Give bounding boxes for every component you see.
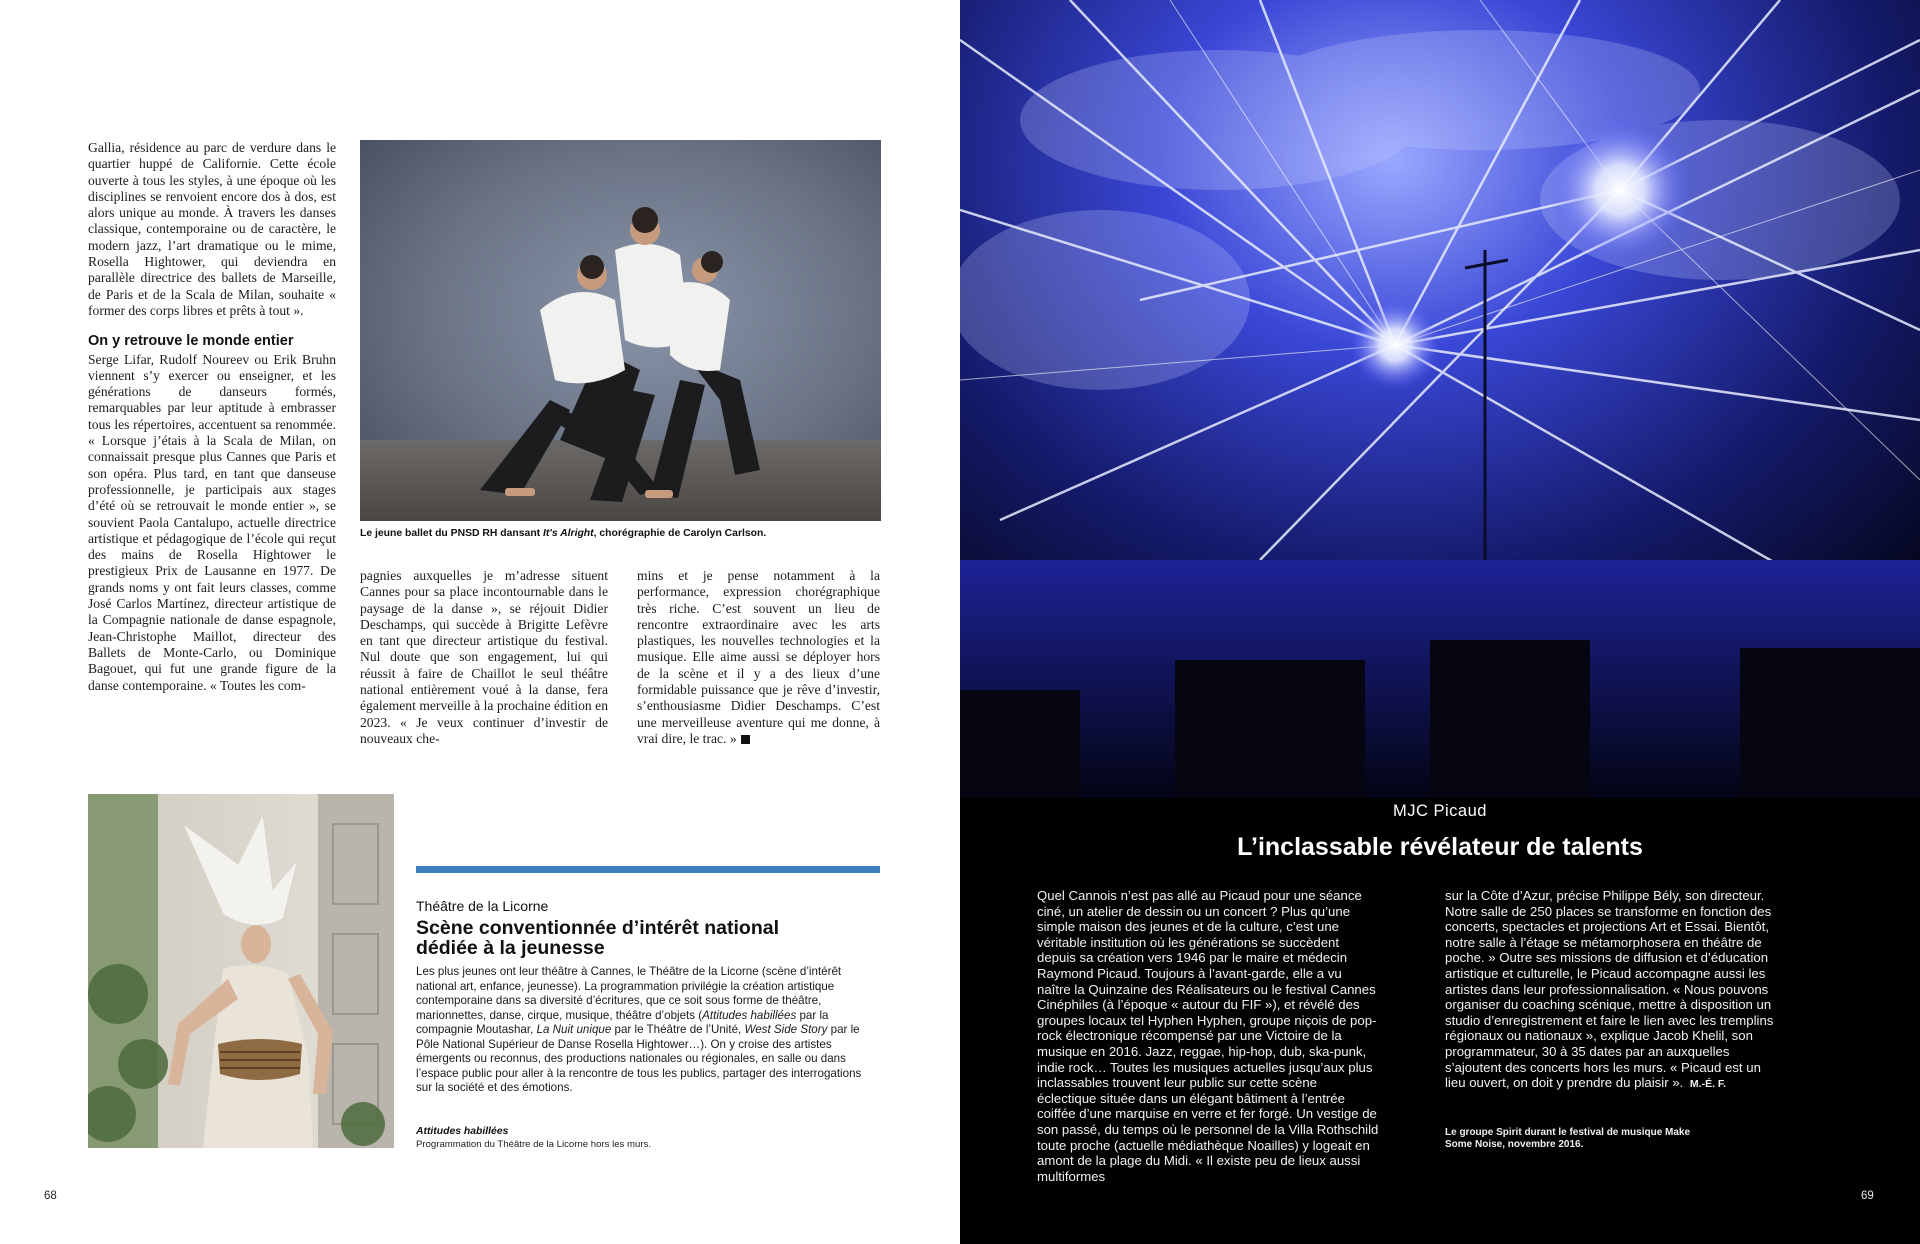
article-paragraph: mins et je pense notamment à la performance, expression chorégraphique très riche. C’est souvent un lieu de rencontre extraordinaire avec les arts plastiques, les nouvelles technologies et la musique. Elle aime aussi se déployer hors de la scène et il y a des lieux d’une formidable puissance que je rêve d’investir, s’enthousiasme Didier Deschamps. C’est une merveilleuse aventure qui me donne, à vrai dire, le trac. » xyxy=(637,568,880,746)
dance-photo-image xyxy=(360,140,881,521)
mjc-paragraph: Quel Cannois n’est pas allé au Picaud pour une séance ciné, un atelier de dessin ou un concert ? Plus qu’une simple maison des jeunes et de la culture, c’est une véritable institution où les générations se succèdent depuis sa création vers 1946 par le maire et médecin Raymond Picaud. Toujours à l’avant-garde, elle a vu naître la Quinzaine des Réalisateurs ou le festival Cannes Cinéphiles (à l’époque « autour du FIF »), et révélé des groupes locaux tel Hyphen Hyphen, groupe niçois de pop-rock électronique récompensé par une Victoire de la musique en 2016. Jazz, reggae, hip-hop, dub, ska-punk, indie rock… Toutes les musiques actuelles jusqu’aux plus inclassables trouvent leur public sur cette scène éclectique située dans un élégant bâtiment à l’entrée coiffée d’une marquise en verre et fer forgé. Un vestige de son passé, du temps où le personnel de la Villa Rothschild toute proche (actuelle médiathèque Noailles) y logeait en amont de la plage du Midi. « Il existe peu de lieux aussi multiformes xyxy=(1037,888,1379,1184)
licorne-kicker: Théâtre de la Licorne xyxy=(416,898,549,914)
concert-photo-caption: Le groupe Spirit durant le festival de musique Make Some Noise, novembre 2016. xyxy=(1445,1127,1691,1150)
mjc-column-2 xyxy=(1445,888,1785,1093)
licorne-photo-image xyxy=(88,794,394,1148)
dance-photo-caption: Le jeune ballet du PNSD RH dansant It's Alright, chorégraphie de Carolyn Carlson. xyxy=(360,528,767,539)
mjc-signature: M.-É. F. xyxy=(1689,1078,1727,1091)
article-column-1 xyxy=(88,140,336,694)
article-column-2 xyxy=(360,568,608,747)
concert-photo xyxy=(960,0,1920,798)
mjc-title: L’inclassable révélateur de talents xyxy=(1237,833,1643,861)
page-number-right: 69 xyxy=(1861,1190,1874,1202)
end-of-article-mark xyxy=(741,735,750,744)
licorne-body: Les plus jeunes ont leur théâtre à Cannes, le Théâtre de la Licorne (scène d’intérêt national art, enfance, jeunesse). La programmation privilégie la création artistique contemporaine dans sa diversité d’écritures, que ce soit sous forme de théâtre, marionnettes, danse, cirque, musique, théâtre d’objets (Attitudes habillées par la compagnie Moutashar, La Nuit unique par le Théâtre de l’Unité, West Side Story par le Pôle National Supérieur de Danse Rosella Hightower…). On y croise des artistes émergents ou reconnus, des productions nationales ou régionales, en salle ou dans l’espace public pour aller à la rencontre de tous les publics, partager des interrogations sur la société et des émotions. xyxy=(416,965,862,1094)
mjc-paragraph: sur la Côte d’Azur, précise Philippe Bély, son directeur. Notre salle de 250 places se transforme en fonction des concerts, spectacles et projections Art et Essai. Bientôt, notre salle à l’étage se métamorphosera en théâtre de poche. » Outre ses missions de diffusion et d’éducation artistique et culturelle, le Picaud accompagne aussi les artistes dans leur professionnalisation. « Nous pouvons organiser du coaching scénique, mettre à disposition un studio d’enregistrement et faire le lien avec les tremplins régionaux ou nationaux », explique Jacob Khelil, son programmateur, 30 à 35 dates par an auxquelles s’ajoutent des concerts hors les murs. « Picaud est un lieu ouvert, on doit y prendre du plaisir ». xyxy=(1445,888,1774,1091)
article-paragraph: Serge Lifar, Rudolf Noureev ou Erik Bruhn viennent s’y exercer ou enseigner, et les générations de danseurs formés, remarquables par leur aptitude à embrasser tous les répertoires, accentuent sa renommée. « Lorsque j’étais à la Scala de Milan, on connaissait presque plus Cannes que Paris et son opéra. Plus tard, en tant que danseuse professionnelle, je participais aux stages d’été où se retrouvait le monde entier », se souvient Paola Cantalupo, actuelle directrice artistique et pédagogique de l’école qui reçut des mains de Rosella Hightower le prestigieux Prix de Lausanne en 1977. De grands noms y ont fait leurs classes, comme José Carlos Martínez, directeur artistique de la Compagnie nationale de danse espagnole, Jean-Christophe Maillot, directeur des Ballets de Monte-Carlo, ou Dominique Bagouet, qui fut une grande figure de la danse contemporaine. « Toutes les com- xyxy=(88,351,336,693)
licorne-caption-title: Attitudes habillées xyxy=(416,1126,509,1137)
licorne-work-title: Attitudes habillées xyxy=(702,1008,797,1022)
article-paragraph: Gallia, résidence au parc de verdure dans le quartier huppé de Californie. Cette école ouverte à tous les styles, à une époque où les disciplines se renvoient encore dos à dos, est alors unique au monde. À travers les danses classique, contemporaine ou de caractère, le modern jazz, l’art dramatique ou le mime, Rosella Hightower, qui deviendra en parallèle directrice des ballets de Marseille, de Paris et de la Scala de Milan, souhaite « former des corps libres et prêts à tout ». xyxy=(88,140,336,318)
article-column-3 xyxy=(637,568,880,747)
licorne-photo xyxy=(88,794,394,1148)
licorne-work-title: West Side Story xyxy=(744,1023,828,1036)
licorne-title: Scène conventionnée d’intérêt national dédiée à la jeunesse xyxy=(416,917,779,959)
licorne-rule xyxy=(416,866,880,873)
licorne-work-title: La Nuit unique xyxy=(536,1023,612,1036)
article-subheading: On y retrouve le monde entier xyxy=(88,333,294,350)
licorne-caption-body: Programmation du Théâtre de la Licorne hors les murs. xyxy=(416,1139,651,1150)
right-page xyxy=(960,0,1920,1244)
page-number-left: 68 xyxy=(44,1190,57,1202)
article-paragraph: pagnies auxquelles je m’adresse situent Cannes pour sa place incontournable dans le paysage de la danse », se réjouit Didier Deschamps, qui succède à Brigitte Lefèvre en tant que directeur artistique du festival. Nul doute que son engagement, lui qui réussit à faire de Chaillot le seul théâtre national entièrement voué à la danse, fera également merveille à la prochaine édition en 2023. « Je veux continuer d’investir de nouveaux che- xyxy=(360,568,608,746)
mjc-column-1 xyxy=(1037,888,1379,1184)
mjc-kicker: MJC Picaud xyxy=(1393,802,1487,820)
concert-photo-image xyxy=(960,0,1920,798)
dance-photo xyxy=(360,140,881,521)
dance-work-title: It's Alright xyxy=(543,528,594,539)
